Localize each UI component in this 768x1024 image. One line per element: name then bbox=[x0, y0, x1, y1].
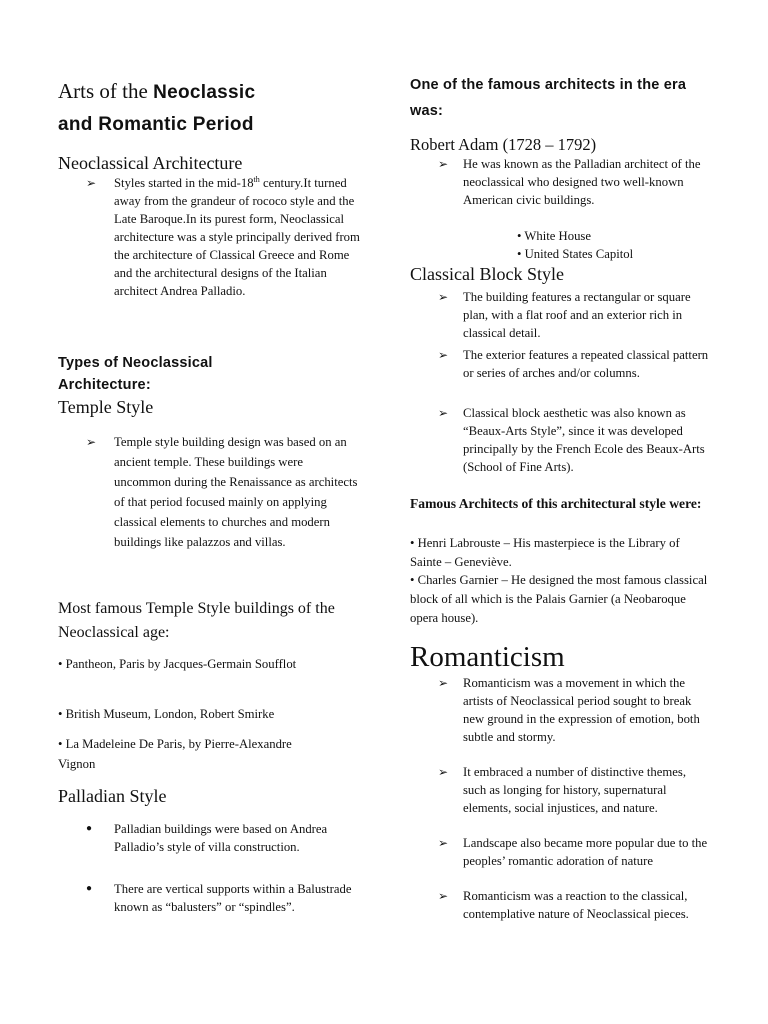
temple-building-1: • Pantheon, Paris by Jacques-Germain Soufflot bbox=[58, 657, 297, 671]
arrow-bullet-icon: ➢ bbox=[86, 435, 97, 449]
block-bullet-1 bbox=[438, 288, 710, 342]
romanticism-bullet-3 bbox=[438, 834, 710, 870]
block-text-1: The building features a rectangular or square plan, with a flat roof and an exterior rich in classical detail. bbox=[463, 290, 691, 340]
block-architect-1: • Henri Labrouste – His masterpiece is the Library of Sainte – Geneviève. bbox=[410, 536, 680, 569]
block-architect-2: • Charles Garnier – He designed the most famous classical block of all which is the Palais Garnier (a Neobaroque opera house). bbox=[410, 573, 708, 625]
bullet-text-start: Styles started in the mid-18 bbox=[114, 176, 254, 190]
famous-architect-heading: One of the famous architects in the era was: bbox=[410, 77, 687, 119]
palladian-text-2: There are vertical supports within a Balustrade known as “balusters” or “spindles”. bbox=[114, 882, 352, 914]
romanticism-text-4: Romanticism was a reaction to the classical, contemplative nature of Neoclassical pieces. bbox=[463, 889, 689, 921]
title-bold-line1: Neoclassic bbox=[153, 82, 256, 103]
famous-temple-heading: Most famous Temple Style buildings of the Neoclassical age: bbox=[58, 600, 335, 641]
romanticism-bullet-1 bbox=[438, 674, 710, 746]
temple-style-bullet bbox=[86, 432, 358, 552]
arrow-bullet-icon: ➢ bbox=[438, 290, 449, 304]
romanticism-heading: Romanticism bbox=[410, 641, 565, 673]
robert-adam-bullet bbox=[438, 155, 710, 209]
romanticism-bullet-2 bbox=[438, 763, 710, 817]
bullet-text-rest: century.It turned away from the grandeur of rococo style and the Late Baroque.In its purest form, Neoclassical architecture was a style principally derived from the architecture of Classical Greece and Rome and the architectural designs of the Italian architect Andrea Palladio. bbox=[114, 176, 360, 298]
block-text-3: Classical block aesthetic was also known as “Beaux-Arts Style”, since it was developed principally by the French Ecole des Beaux-Arts (School of Fine Arts). bbox=[463, 406, 705, 474]
block-bullet-2 bbox=[438, 346, 710, 382]
palladian-text-1: Palladian buildings were based on Andrea Palladio’s style of villa construction. bbox=[114, 822, 328, 854]
arrow-bullet-icon: ➢ bbox=[86, 176, 97, 190]
superscript-th: th bbox=[253, 174, 260, 184]
arrow-bullet-icon: ➢ bbox=[438, 765, 449, 779]
palladian-bullet-2 bbox=[86, 880, 358, 916]
palladian-bullet-1 bbox=[86, 820, 358, 856]
romanticism-text-3: Landscape also became more popular due to the peoples’ romantic adoration of nature bbox=[463, 836, 708, 868]
palladian-style-heading: Palladian Style bbox=[58, 786, 167, 806]
arrow-bullet-icon: ➢ bbox=[438, 348, 449, 362]
temple-style-heading: Temple Style bbox=[58, 397, 154, 417]
romanticism-text-1: Romanticism was a movement in which the artists of Neoclassical period sought to break new ground in the expression of emotion, both subtle and stormy. bbox=[463, 676, 700, 744]
arrow-bullet-icon: ➢ bbox=[438, 836, 449, 850]
round-bullet-icon: ● bbox=[86, 823, 93, 834]
arrow-bullet-icon: ➢ bbox=[438, 676, 449, 690]
block-bullet-3 bbox=[438, 404, 710, 476]
temple-building-3: • La Madeleine De Paris, by Pierre-Alexandre Vignon bbox=[58, 737, 292, 771]
neoclassical-architecture-heading: Neoclassical Architecture bbox=[58, 153, 243, 173]
temple-style-text: Temple style building design was based on an ancient temple. These buildings were uncommon during the Renaissance as architects of that period focused mainly on applying classical elements to churches and modern buildings like palazzos and villas. bbox=[114, 435, 358, 549]
arrow-bullet-icon: ➢ bbox=[438, 157, 449, 171]
round-bullet-icon: ● bbox=[86, 883, 93, 894]
arrow-bullet-icon: ➢ bbox=[438, 889, 449, 903]
page-title bbox=[58, 76, 370, 140]
title-plain: Arts of the bbox=[58, 79, 154, 103]
romanticism-text-2: It embraced a number of distinctive themes, such as longing for history, supernatural elements, social injustices, and nature. bbox=[463, 765, 687, 815]
romanticism-bullet-4 bbox=[438, 887, 710, 923]
neoclassical-architecture-bullet bbox=[86, 174, 360, 300]
temple-building-2: • British Museum, London, Robert Smirke bbox=[58, 707, 275, 721]
adam-building-2: • United States Capitol bbox=[517, 247, 634, 261]
adam-building-1: • White House bbox=[517, 229, 591, 243]
block-text-2: The exterior features a repeated classical pattern or series of arches and/or columns. bbox=[463, 348, 709, 380]
robert-adam-text: He was known as the Palladian architect of the neoclassical who designed two well-known American civic buildings. bbox=[463, 157, 701, 207]
block-architects-heading: Famous Architects of this architectural style were: bbox=[410, 496, 702, 511]
types-of-neoclassical-heading: Types of Neoclassical Architecture: bbox=[58, 355, 213, 393]
classical-block-heading: Classical Block Style bbox=[410, 264, 564, 284]
arrow-bullet-icon: ➢ bbox=[438, 406, 449, 420]
robert-adam-heading: Robert Adam (1728 – 1792) bbox=[410, 135, 597, 154]
title-bold-line2: and Romantic Period bbox=[58, 114, 254, 135]
